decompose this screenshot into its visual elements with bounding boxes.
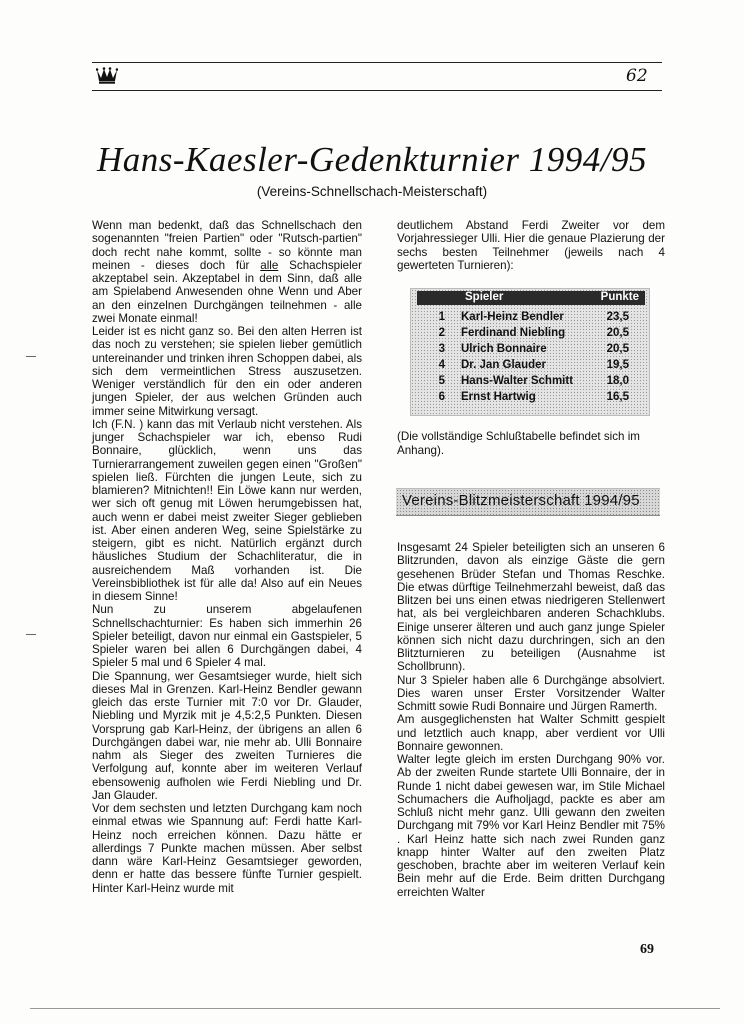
margin-mark: [26, 356, 36, 357]
ranking-table-header: [417, 291, 645, 305]
table-note: (Die vollständige Schlußtabelle befindet sich im Anhang).: [397, 430, 640, 457]
header-bottom-rule: [92, 90, 662, 91]
table-row: 3 Ulrich Bonnaire 20,5: [438, 343, 629, 355]
ranking-table: [410, 288, 650, 416]
paragraph: deutlichem Abstand Ferdi Zweiter vor dem Vorjahressieger Ulli. Hier die genaue Plazierung der sechs besten Teilnehmer (jeweils nach 4 gewerteten Turnieren):: [397, 219, 665, 272]
paragraph: Nun zu unserem abgelaufenen Schnellschachturnier: Es haben sich immerhin 26 Spieler beteiligt, davon nur einmal ein Gastspieler, 5 Spieler waren bei allen 6 Durchgängen dabei, 4 Spieler 5 mal und 6 Spieler 4 mal.: [92, 603, 362, 670]
underlined-word: alle: [260, 258, 279, 272]
header-points: Punkte: [600, 291, 639, 303]
paragraph: Walter legte gleich im ersten Durchgang 90% vor. Ab der zweiten Runde startete Ulli Bonnaire, der in Runde 1 nicht dabei gewesen war, im Stile Michael Schumachers die Aufholjagd, packte es aber am Schluß nicht mehr ganz. Ulli gewann den zweiten Durchgang mit 79% vor Karl Heinz Bendler mit 75% . Karl Heinz hatte sich nach zwei Runden ganz knapp hinter Walter auf den zweiten Platz geschoben, brachte aber im weiteren Verlauf kein Bein mehr auf die Erde. Beim dritten Durchgang erreichten Walter: [397, 753, 665, 899]
right-column-intro: [397, 219, 665, 272]
table-row: 5 Hans-Walter Schmitt 18,0: [438, 375, 629, 387]
article-subtitle: (Vereins-Schnellschach-Meisterschaft): [256, 184, 488, 199]
table-row: 4 Dr. Jan Glauder 19,5: [438, 359, 629, 371]
corner-mark: 62: [626, 66, 648, 86]
page-number: 69: [640, 942, 654, 957]
table-row: 2 Ferdinand Niebling 20,5: [438, 327, 629, 339]
paragraph: Ich (F.N. ) kann das mit Verlaub nicht verstehen. Als junger Schachspieler war ich, ebenso Rudi Bonnaire, glücklich, wenn uns das Turnierarrangement zuweilen gegen einen "Großen" spielen ließ. Fürchten die jungen Leute, sich zu blamieren? Mitnichten!! Ein Löwe kann nur werden, wer sich oft genug mit Löwen herumgebissen hat, auch wenn er dabei meist zweiter Sieger geblieben ist. Aber einen anderen Weg, seine Spielstärke zu steigern, gibt es nicht. Natürlich ergänzt durch häusliches Studium der Schachliteratur, die in ausreichendem Maß vorhanden ist. Die Vereinsbibliothek ist für alle da! Also auf ein Neues in diesem Sinne!: [92, 417, 362, 603]
footer-rule: [30, 1008, 720, 1009]
table-row: 1 Karl-Heinz Bendler 23,5: [438, 311, 629, 323]
paragraph: Insgesamt 24 Spieler beteiligten sich an unseren 6 Blitzrunden, davon als einzige Gäste die gern gesehenen Brüder Stefan und Thomas Reschke. Die etwas dürftige Teilnehmerzahl beweist, daß das Blitzen bei uns einen etwas niedrigeren Stellenwert hat, als bei vergleichbaren anderen Schachklubs. Einige unserer älteren und auch ganz junge Spieler können sich nicht dazu durchringen, sich an den Blitzturnieren zu beteiligen (Ausnahme ist Schollbrunn).: [397, 541, 665, 674]
paragraph: Wenn man bedenkt, daß das Schnellschach den sogenannten "freien Partien" oder "Rutsch-partien" doch recht nahe kommt, sollte - so könnte man meinen - dieses doch für alle Schachspieler akzeptabel sein. Akzeptabel in dem Sinn, daß alle am Spielabend Anwesenden ohne Wenn und Aber an den einzelnen Durchgängen teilnehmen - alle zwei Monate einmal!: [92, 219, 362, 325]
paragraph: Am ausgeglichensten hat Walter Schmitt gespielt und letztlich auch knapp, aber verdient vor Ulli Bonnaire gewonnen.: [397, 713, 665, 753]
article-title: Hans-Kaesler-Gedenkturnier 1994/95: [97, 140, 647, 179]
crown-icon: [96, 66, 118, 84]
paragraph: Leider ist es nicht ganz so. Bei den alten Herren ist das noch zu verstehen; sie spielen lieber gemütlich untereinander und trinken ihren Schoppen dabei, als sich dem vermeintlichen Stress auszusetzen. Weniger verständlich für den ein oder anderen jungen Spieler, der aus welchen Gründen auch immer seine Mitwirkung versagt.: [92, 325, 362, 418]
section-heading-blitz: Vereins-Blitzmeisterschaft 1994/95: [396, 488, 660, 516]
margin-mark: [26, 634, 36, 635]
table-row: 6 Ernst Hartwig 16,5: [438, 391, 629, 403]
left-column: [92, 219, 362, 895]
paragraph: Die Spannung, wer Gesamtsieger wurde, hielt sich dieses Mal in Grenzen. Karl-Heinz Bendler gewann gleich das erste Turnier mit 7:0 vor Dr. Glauder, Niebling und Myrzik mit je 4,5:2,5 Punkten. Diesen Vorsprung gab Karl-Heinz, der übrigens an allen 6 Durchgängen dabei war, nie mehr ab. Ulli Bonnaire nahm als Sieger des zweiten Turnieres die Verfolgung auf, konnte aber im weiteren Verlauf ebensowenig aufholen wie Ferdi Niebling und Dr. Jan Glauder.: [92, 669, 362, 802]
header-top-rule: [92, 62, 662, 63]
right-column-blitz: [397, 541, 665, 899]
paragraph: Nur 3 Spieler haben alle 6 Durchgänge absolviert. Dies waren unser Erster Vorsitzender Walter Schmitt sowie Rudi Bonnaire und Jürgen Ramerth.: [397, 673, 665, 713]
header-player: Spieler: [465, 291, 504, 303]
paragraph: Vor dem sechsten und letzten Durchgang kam noch einmal etwas wie Spannung auf: Ferdi hatte Karl-Heinz noch erreichen können. Dazu hätte er allerdings 7 Punkte machen müssen. Aber selbst dann wäre Karl-Heinz Gesamtsieger geworden, denn er hatte das bessere fünfte Turnier gespielt. Hinter Karl-Heinz wurde mit: [92, 802, 362, 895]
